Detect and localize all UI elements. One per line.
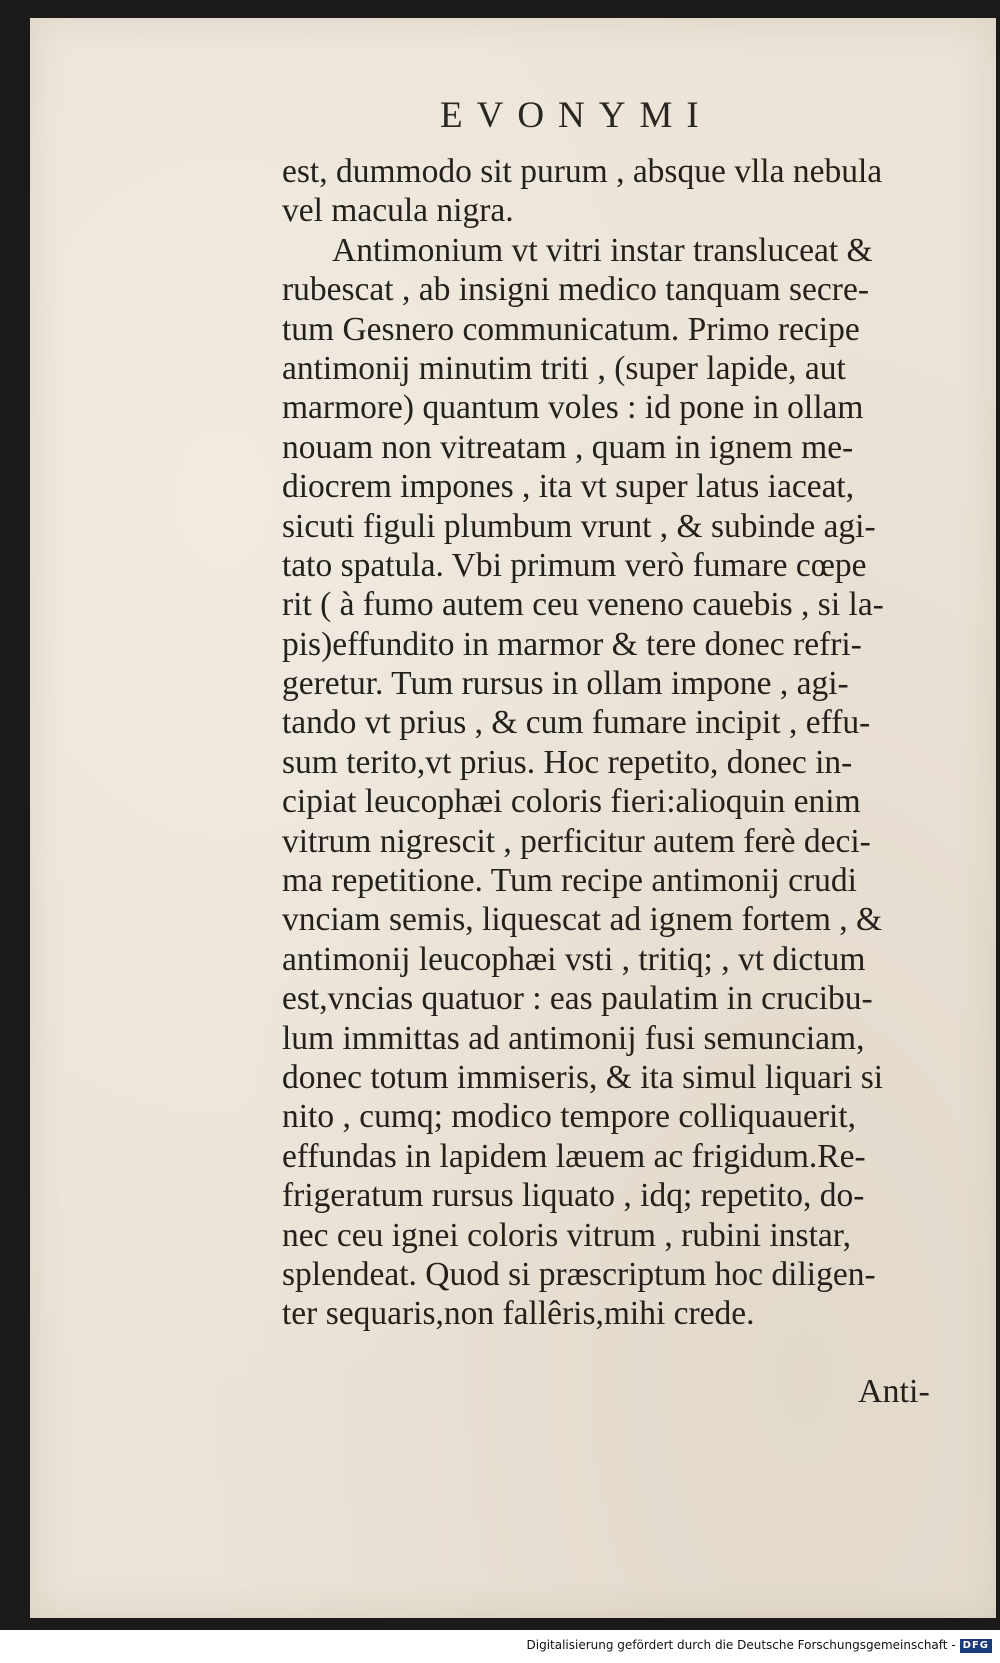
text-line: tando vt prius , & cum fumare incipit , effu- xyxy=(282,704,871,742)
text-line: sum terito,vt prius. Hoc repetito, donec in- xyxy=(282,743,853,781)
text-line: nec ceu ignei coloris vitrum , rubini instar, xyxy=(282,1216,851,1254)
text-line: frigeratum rursus liquato , idq; repetito, do- xyxy=(282,1177,865,1215)
text-line: splendeat. Quod si præscriptum hoc diligen- xyxy=(282,1255,876,1293)
text-line: lum immittas ad antimonij fusi semunciam, xyxy=(282,1019,865,1057)
text-line: marmore) quantum voles : id pone in ollam xyxy=(282,389,864,427)
text-line: cipiat leucophæi coloris fieri:alioquin enim xyxy=(282,783,861,821)
text-line: vitrum nigrescit , perficitur autem ferè deci- xyxy=(282,822,871,860)
text-line: vnciam semis, liquescat ad ignem fortem , & xyxy=(282,901,883,939)
book-page xyxy=(30,18,996,1618)
text-line: Antimonium vt vitri instar transluceat & xyxy=(332,231,873,269)
text-line: rit ( à fumo autem ceu veneno cauebis , si la- xyxy=(282,586,884,624)
text-line: nouam non vitreatam , quam in ignem me- xyxy=(282,428,854,466)
digitization-credit xyxy=(0,1638,992,1653)
text-line: tato spatula. Vbi primum verò fumare cœpe xyxy=(282,546,867,584)
text-line: effundas in lapidem læuem ac frigidum.Re- xyxy=(282,1137,866,1175)
text-line: ma repetitione. Tum recipe antimonij crudi xyxy=(282,862,857,900)
text-line: antimonij minutim triti , (super lapide, aut xyxy=(282,349,846,387)
text-line: diocrem impones , ita vt super latus iaceat, xyxy=(282,468,855,506)
text-line: nito , cumq; modico tempore colliquauerit, xyxy=(282,1098,857,1136)
text-line: tum Gesnero communicatum. Primo recipe xyxy=(282,310,860,348)
text-line: vel macula nigra. xyxy=(282,192,514,230)
text-line: est,vncias quatuor : eas paulatim in crucibu- xyxy=(282,980,873,1018)
text-line: pis)effundito in marmor & tere donec refri- xyxy=(282,625,862,663)
text-line: ter sequaris,non fallêris,mihi crede. xyxy=(282,1295,755,1333)
dfg-logo-icon: DFG xyxy=(960,1639,992,1653)
text-line: antimonij leucophæi vsti , tritiq; , vt dictum xyxy=(282,940,866,978)
page-body-text xyxy=(282,152,972,1334)
text-line: rubescat , ab insigni medico tanquam secre- xyxy=(282,271,869,309)
running-header: EVONYMI xyxy=(440,95,713,136)
text-line: sicuti figuli plumbum vrunt , & subinde agi- xyxy=(282,507,876,545)
catchword: Anti- xyxy=(858,1373,930,1410)
text-line: geretur. Tum rursus in ollam impone , agi- xyxy=(282,665,849,703)
text-line: donec totum immiseris, & ita simul liquari si xyxy=(282,1058,884,1096)
text-line: est, dummodo sit purum , absque vlla nebula xyxy=(282,153,883,190)
credit-text: Digitalisierung gefördert durch die Deutsche Forschungsgemeinschaft - xyxy=(526,1638,956,1652)
